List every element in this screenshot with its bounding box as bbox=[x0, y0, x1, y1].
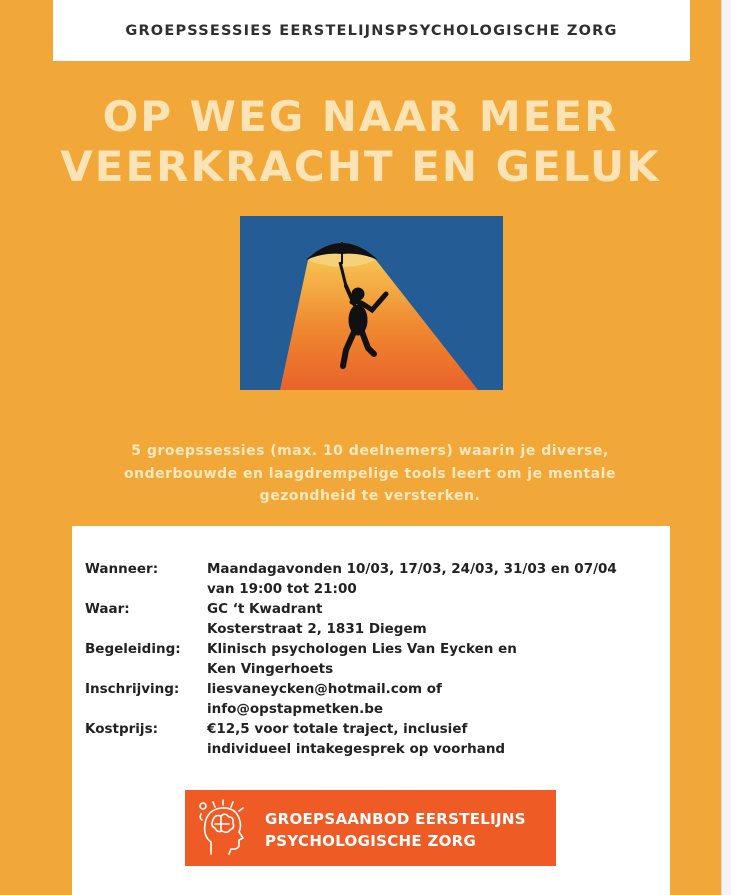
detail-label: Waar: bbox=[85, 601, 130, 617]
program-badge bbox=[185, 790, 556, 866]
badge-text bbox=[265, 808, 526, 852]
badge-line-1: GROEPSAANBOD EERSTELIJNS bbox=[265, 810, 526, 828]
header-label: GROEPSSESSIES EERSTELIJNSPSYCHOLOGISCHE ZORG bbox=[125, 22, 618, 39]
head-brain-icon bbox=[197, 798, 249, 860]
detail-value-line: Ken Vingerhoets bbox=[207, 661, 334, 677]
detail-value-line: van 19:00 tot 21:00 bbox=[207, 581, 357, 597]
title-line-1: OP WEG NAAR MEER bbox=[102, 92, 619, 141]
detail-row-guidance bbox=[85, 639, 657, 679]
intro-text bbox=[90, 440, 650, 508]
detail-value-line: €12,5 voor totale traject, inclusief bbox=[207, 721, 468, 737]
umbrella-person-illustration bbox=[240, 216, 503, 390]
detail-row-registration bbox=[85, 679, 657, 719]
intro-line-2: onderbouwde en laagdrempelige tools leert om je mentale bbox=[124, 465, 616, 482]
registration-email-link[interactable]: info@opstapmetken.be bbox=[207, 701, 384, 717]
detail-value bbox=[207, 599, 657, 639]
details-table bbox=[85, 559, 657, 759]
detail-row-where bbox=[85, 599, 657, 639]
detail-value-line: Kosterstraat 2, 1831 Diegem bbox=[207, 621, 427, 637]
detail-value-line: individueel intakegesprek op voorhand bbox=[207, 741, 506, 757]
detail-value-line: Klinisch psychologen Lies Van Eycken en bbox=[207, 641, 517, 657]
detail-label: Begeleiding: bbox=[85, 641, 181, 657]
info-panel bbox=[72, 526, 670, 895]
detail-value-line: GC ‘t Kwadrant bbox=[207, 601, 323, 617]
viewer-edge bbox=[721, 0, 731, 895]
page-title bbox=[0, 92, 721, 192]
detail-value bbox=[207, 639, 657, 679]
intro-line-1: 5 groepssessies (max. 10 deelnemers) waarin je diverse, bbox=[131, 443, 609, 459]
detail-value-line: Maandagavonden 10/03, 17/03, 24/03, 31/03 en 07/04 bbox=[207, 561, 617, 577]
detail-row-when bbox=[85, 559, 657, 599]
header-banner bbox=[53, 0, 690, 61]
detail-value bbox=[207, 679, 657, 719]
badge-line-2: PSYCHOLOGISCHE ZORG bbox=[265, 832, 477, 850]
registration-email-link[interactable]: liesvaneycken@hotmail.com of bbox=[207, 681, 442, 697]
detail-value bbox=[207, 719, 657, 759]
detail-value bbox=[207, 559, 657, 599]
detail-label: Kostprijs: bbox=[85, 721, 158, 737]
title-line-2: VEERKRACHT EN GELUK bbox=[60, 142, 661, 191]
detail-label: Inschrijving: bbox=[85, 681, 180, 697]
intro-line-3: gezondheid te versterken. bbox=[259, 488, 481, 504]
detail-row-cost bbox=[85, 719, 657, 759]
detail-label: Wanneer: bbox=[85, 561, 159, 577]
